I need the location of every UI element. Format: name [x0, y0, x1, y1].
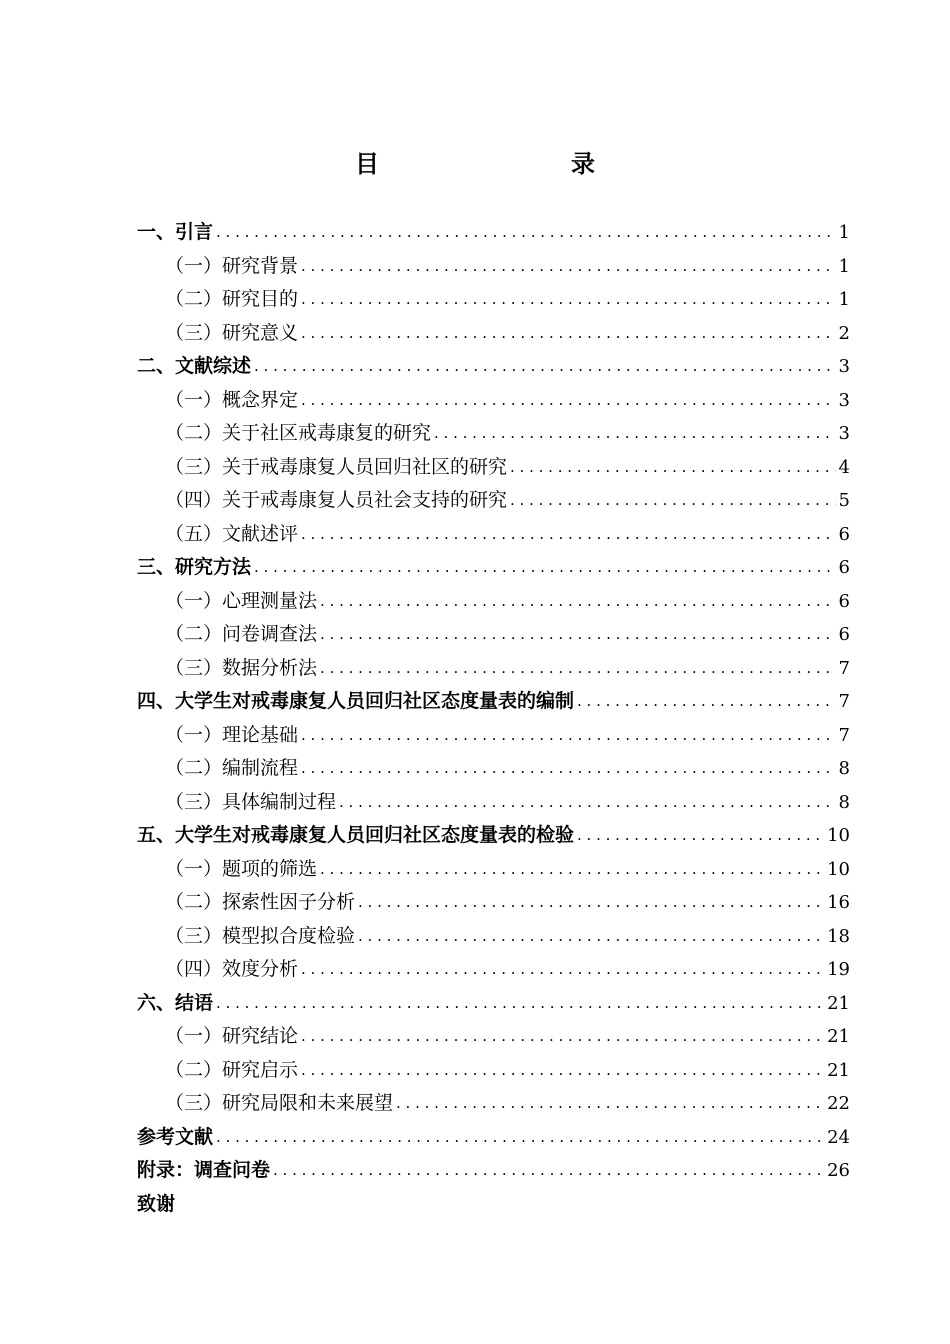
toc-section-entry[interactable] — [137, 853, 850, 887]
table-of-contents — [137, 216, 850, 1221]
toc-entry-label: （三）数据分析法 — [165, 656, 318, 679]
toc-dot-leader — [254, 551, 836, 585]
toc-section-entry[interactable] — [137, 786, 850, 820]
toc-entry-label: （二）研究启示 — [165, 1058, 299, 1081]
toc-dot-leader — [254, 350, 836, 384]
toc-page-number: 7 — [838, 657, 850, 679]
toc-entry-label: （一）研究背景 — [165, 254, 299, 277]
toc-page-number: 7 — [838, 691, 850, 712]
toc-chapter-entry[interactable] — [137, 685, 850, 719]
toc-entry-label: 四、大学生对戒毒康复人员回归社区态度量表的编制 — [137, 690, 575, 712]
toc-chapter-entry[interactable] — [137, 1154, 850, 1188]
toc-page-number: 6 — [838, 523, 850, 545]
toc-chapter-entry[interactable] — [137, 987, 850, 1021]
toc-dot-leader — [320, 652, 836, 686]
toc-page-number: 3 — [838, 389, 850, 411]
toc-page-number: 1 — [838, 289, 850, 310]
toc-section-entry[interactable] — [137, 719, 850, 753]
toc-chapter-entry[interactable] — [137, 1188, 850, 1222]
toc-entry-label: （二）研究目的 — [165, 288, 299, 310]
toc-dot-leader — [216, 987, 824, 1021]
toc-dot-leader — [577, 819, 824, 853]
toc-chapter-entry[interactable] — [137, 216, 850, 250]
toc-dot-leader — [320, 853, 824, 887]
toc-page-number: 10 — [827, 825, 850, 846]
toc-entry-label: （五）文献述评 — [165, 522, 299, 545]
toc-section-entry[interactable] — [137, 1054, 850, 1088]
toc-dot-leader — [301, 250, 836, 284]
toc-page-number: 26 — [827, 1160, 850, 1181]
toc-entry-label: 五、大学生对戒毒康复人员回归社区态度量表的检验 — [137, 824, 575, 846]
toc-dot-leader — [301, 719, 836, 753]
toc-page-number: 8 — [838, 791, 850, 813]
toc-entry-label: （二）关于社区戒毒康复的研究 — [165, 422, 432, 444]
toc-page-number: 24 — [827, 1126, 850, 1148]
toc-page-number: 6 — [838, 590, 850, 612]
toc-section-entry[interactable] — [137, 886, 850, 920]
toc-dot-leader — [216, 1121, 824, 1155]
toc-page-number: 18 — [827, 925, 850, 947]
toc-dot-leader — [510, 484, 836, 518]
toc-dot-leader — [358, 886, 824, 920]
toc-entry-label: 附录：调查问卷 — [137, 1159, 271, 1181]
toc-dot-leader — [577, 685, 836, 719]
toc-section-entry[interactable] — [137, 752, 850, 786]
toc-dot-leader — [320, 585, 836, 619]
toc-dot-leader — [301, 1020, 824, 1054]
toc-dot-leader — [301, 953, 824, 987]
toc-section-entry[interactable] — [137, 618, 850, 652]
toc-chapter-entry[interactable] — [137, 350, 850, 384]
toc-dot-leader — [301, 1054, 824, 1088]
toc-entry-label: （三）具体编制过程 — [165, 790, 337, 813]
toc-chapter-entry[interactable] — [137, 1121, 850, 1155]
toc-page-number: 1 — [838, 222, 850, 243]
toc-page-number: 8 — [838, 758, 850, 779]
toc-section-entry[interactable] — [137, 953, 850, 987]
toc-entry-label: 六、结语 — [137, 991, 214, 1014]
toc-dot-leader — [216, 216, 836, 250]
toc-entry-label: 一、引言 — [137, 221, 214, 243]
toc-entry-label: （三）研究意义 — [165, 321, 299, 344]
toc-entry-label: 参考文献 — [137, 1125, 214, 1148]
toc-entry-label: （一）概念界定 — [165, 388, 299, 411]
toc-entry-label: （一）理论基础 — [165, 723, 299, 746]
toc-entry-label: （四）关于戒毒康复人员社会支持的研究 — [165, 489, 508, 511]
toc-page-number: 10 — [827, 858, 850, 880]
toc-page-number: 6 — [838, 557, 850, 578]
toc-entry-label: （三）关于戒毒康复人员回归社区的研究 — [165, 455, 508, 478]
toc-page-number: 21 — [827, 1026, 850, 1047]
toc-page-number: 2 — [838, 322, 850, 344]
toc-dot-leader — [301, 384, 836, 418]
toc-dot-leader — [434, 417, 836, 451]
toc-page-number: 3 — [838, 356, 850, 377]
toc-chapter-entry[interactable] — [137, 551, 850, 585]
page-title: 目 录 — [355, 150, 643, 178]
toc-section-entry[interactable] — [137, 384, 850, 418]
toc-entry-label: （一）题项的筛选 — [165, 857, 318, 880]
toc-dot-leader — [396, 1087, 824, 1121]
toc-entry-label: 致谢 — [137, 1192, 176, 1215]
toc-entry-label: （二）问卷调查法 — [165, 623, 318, 645]
toc-page-number: 6 — [838, 624, 850, 645]
toc-section-entry[interactable] — [137, 1087, 850, 1121]
toc-section-entry[interactable] — [137, 518, 850, 552]
toc-entry-label: （三）模型拟合度检验 — [165, 924, 356, 947]
toc-section-entry[interactable] — [137, 920, 850, 954]
toc-dot-leader — [301, 283, 836, 317]
toc-page-number: 19 — [827, 959, 850, 980]
toc-dot-leader — [320, 618, 836, 652]
toc-entry-label: （二）编制流程 — [165, 757, 299, 779]
toc-section-entry[interactable] — [137, 317, 850, 351]
toc-dot-leader — [301, 752, 836, 786]
toc-page-number: 5 — [838, 490, 850, 511]
toc-dot-leader — [510, 451, 836, 485]
toc-section-entry[interactable] — [137, 250, 850, 284]
toc-entry-label: 二、文献综述 — [137, 355, 252, 377]
toc-page-number: 21 — [827, 1059, 850, 1081]
toc-dot-leader — [301, 518, 836, 552]
toc-dot-leader — [301, 317, 836, 351]
toc-dot-leader — [358, 920, 824, 954]
toc-dot-leader — [339, 786, 836, 820]
toc-page-number: 21 — [827, 992, 850, 1014]
toc-page-number: 16 — [827, 892, 850, 913]
toc-page-number: 4 — [838, 456, 850, 478]
toc-section-entry[interactable] — [137, 417, 850, 451]
toc-page-number: 3 — [838, 423, 850, 444]
toc-entry-label: （三）研究局限和未来展望 — [165, 1092, 394, 1114]
toc-section-entry[interactable] — [137, 283, 850, 317]
toc-section-entry[interactable] — [137, 451, 850, 485]
toc-section-entry[interactable] — [137, 484, 850, 518]
toc-entry-label: （一）心理测量法 — [165, 589, 318, 612]
toc-section-entry[interactable] — [137, 1020, 850, 1054]
toc-entry-label: （四）效度分析 — [165, 958, 299, 980]
toc-entry-label: （二）探索性因子分析 — [165, 891, 356, 913]
toc-section-entry[interactable] — [137, 652, 850, 686]
toc-chapter-entry[interactable] — [137, 819, 850, 853]
toc-entry-label: （一）研究结论 — [165, 1025, 299, 1047]
toc-page-number: 1 — [838, 255, 850, 277]
toc-entry-label: 三、研究方法 — [137, 556, 252, 578]
toc-page-number: 22 — [827, 1093, 850, 1114]
toc-page-number: 7 — [838, 724, 850, 746]
toc-section-entry[interactable] — [137, 585, 850, 619]
toc-dot-leader — [273, 1154, 824, 1188]
